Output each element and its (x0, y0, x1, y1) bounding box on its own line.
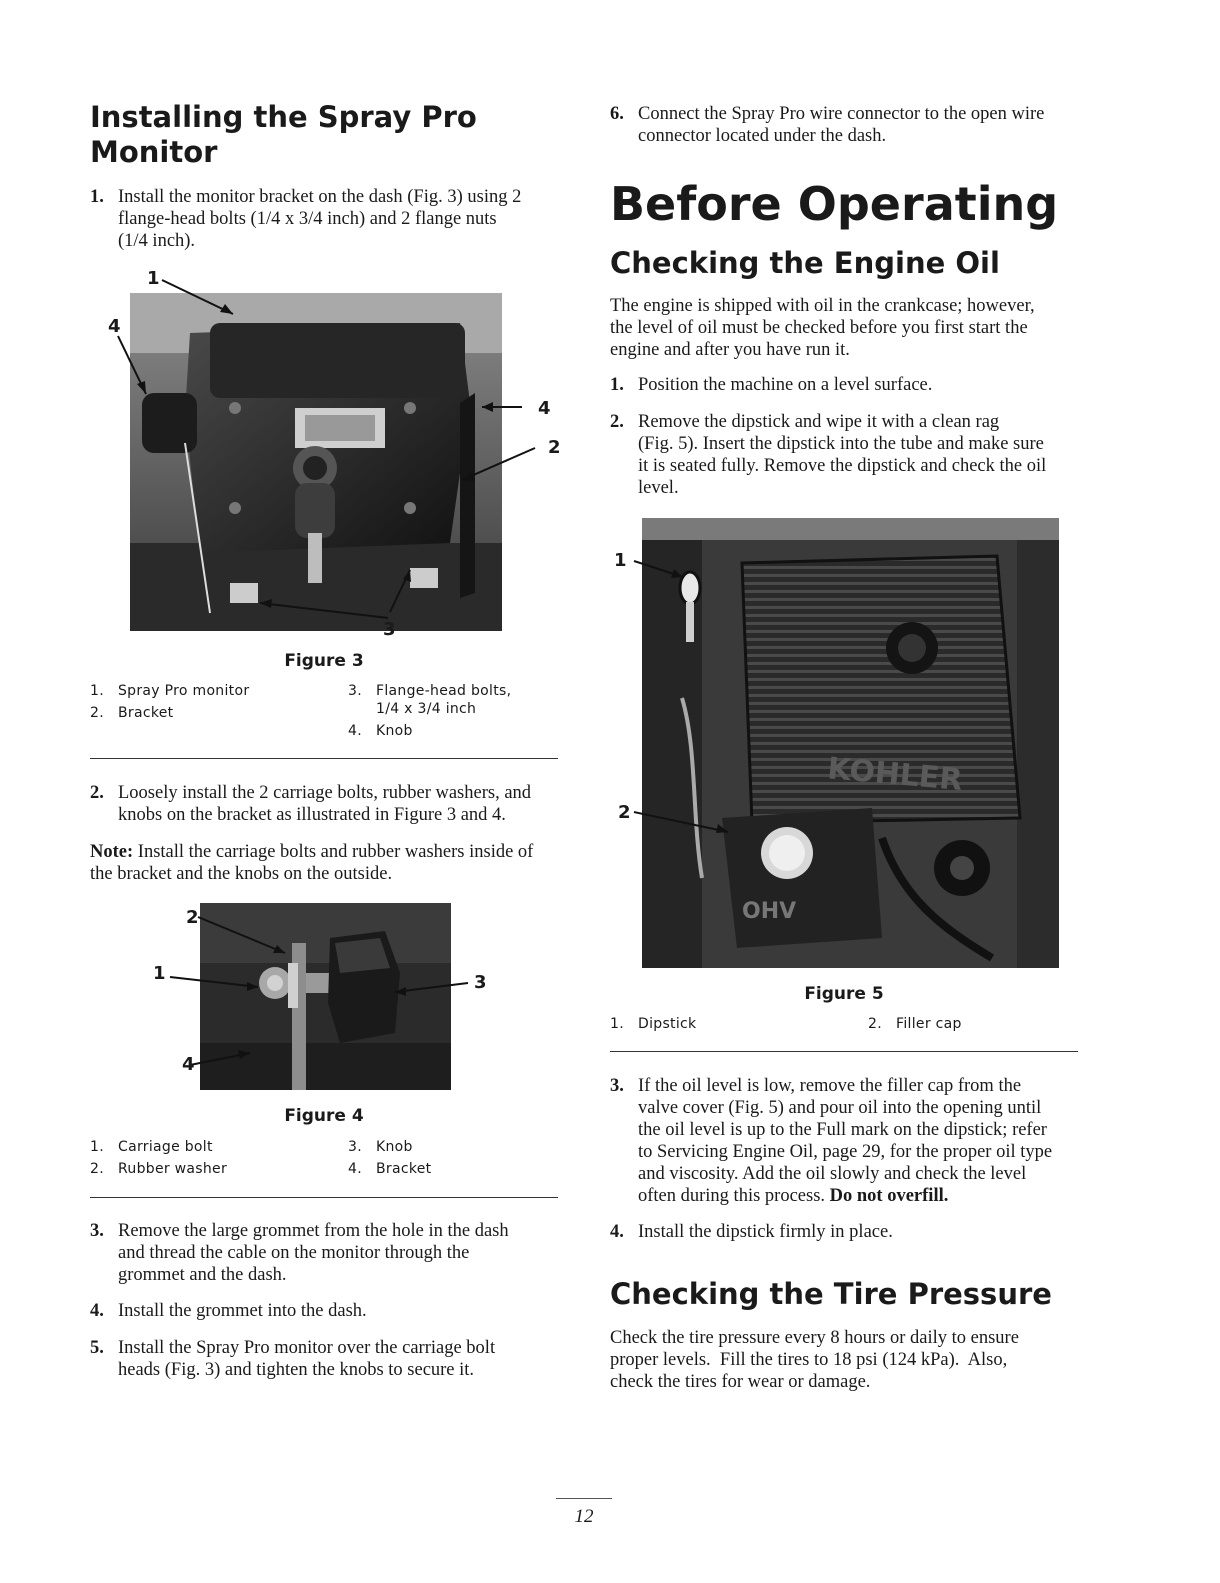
step-line: Install the dipstick firmly in place. (638, 1222, 893, 1242)
step-number: 3. (610, 1076, 624, 1096)
figure-3-callout-arrows (90, 270, 570, 640)
section-title-line2: Monitor (90, 135, 218, 169)
figure-3-caption: Figure 3 (284, 651, 364, 671)
figure-5-legend: 1. Dipstick 2. Filler cap (610, 1016, 962, 1032)
step-line: Loosely install the 2 carriage bolts, rubber washers, and (118, 783, 532, 803)
figure-5-callout-2: 2 (618, 802, 631, 823)
major-section-title: Before Operating (610, 177, 1059, 231)
figure-5-callout-1: 1 (614, 550, 627, 571)
step-number: 4. (610, 1222, 624, 1242)
step-line: grommet and the dash. (118, 1265, 287, 1285)
divider (90, 758, 558, 759)
step-line: heads (Fig. 3) and tighten the knobs to secure it. (118, 1360, 475, 1380)
step-line: flange-head bolts (1/4 x 3/4 inch) and 2 flange nuts (118, 209, 497, 229)
figure-4-callout-2: 2 (186, 907, 199, 928)
note-text: the bracket and the knobs on the outside. (90, 864, 393, 884)
engine-brand-label: KOHLER (826, 751, 964, 798)
figure-5-caption: Figure 5 (804, 984, 884, 1004)
step-line: level. (638, 478, 679, 498)
step-line: connector located under the dash. (638, 126, 887, 146)
divider (610, 1051, 1078, 1052)
engine-oil-heading: Checking the Engine Oil (610, 246, 1000, 280)
figure-3-callout-3: 3 (383, 619, 396, 640)
step-number: 3. (90, 1221, 104, 1241)
step-number: 4. (90, 1301, 104, 1321)
step-line: Remove the large grommet from the hole in the dash (118, 1221, 509, 1241)
section-title-line1: Installing the Spray Pro (90, 100, 477, 134)
section-title (90, 100, 477, 170)
divider (90, 1197, 558, 1198)
figure-3-callout-4b: 4 (538, 398, 551, 419)
step-line: Connect the Spray Pro wire connector to the open wire (638, 104, 1045, 124)
note-label: Note: (90, 842, 134, 862)
step-line: the oil level is up to the Full mark on the dipstick; refer (638, 1120, 1047, 1140)
paragraph-line: the level of oil must be checked before you first start the (610, 318, 1028, 338)
step-line-text: often during this process. (638, 1186, 830, 1206)
valve-cover-label: OHV (742, 899, 797, 924)
tire-pressure-heading: Checking the Tire Pressure (610, 1277, 1052, 1311)
footer-rule (556, 1498, 612, 1499)
figure-5-callout-arrows (610, 548, 750, 838)
figure-3-legend: 1. Spray Pro monitor 2. Bracket 3. Flange-head bolts, 1/4 x 3/4 inch 4. Knob (90, 683, 512, 739)
warning-text: Do not overfill. (829, 1186, 949, 1206)
step-line: valve cover (Fig. 5) and pour oil into the opening until (638, 1098, 1042, 1118)
tire-pressure-text (610, 1327, 1110, 1393)
step-line (638, 1185, 1052, 1207)
figure-4-legend: 1. Carriage bolt 2. Rubber washer 3. Knob 4. Bracket (90, 1139, 432, 1177)
figure-3-callout-2: 2 (548, 437, 561, 458)
step-number: 1. (610, 375, 624, 395)
step-number: 1. (90, 187, 104, 207)
step-line: it is seated fully. Remove the dipstick and check the oil (638, 456, 1047, 476)
figure-3-callout-4: 4 (108, 316, 121, 337)
paragraph-line: Check the tire pressure every 8 hours or daily to ensure (610, 1328, 1019, 1348)
figure-4-callout-arrows (150, 905, 490, 1075)
paragraph-line: check the tires for wear or damage. (610, 1372, 871, 1392)
paragraph-line: The engine is shipped with oil in the crankcase; however, (610, 296, 1035, 316)
figure-4-caption: Figure 4 (284, 1106, 364, 1126)
step-line: and thread the cable on the monitor through the (118, 1243, 470, 1263)
page-number: 12 (574, 1506, 594, 1527)
legend-item-continued: 1/4 x 3/4 inch (376, 701, 477, 717)
step-number: 2. (610, 412, 624, 432)
step-line: Install the monitor bracket on the dash (Fig. 3) using 2 (118, 187, 522, 207)
step-line: knobs on the bracket as illustrated in Figure 3 and 4. (118, 805, 506, 825)
figure-4-callout-3: 3 (474, 972, 487, 993)
step-line: and viscosity. Add the oil slowly and check the level (638, 1164, 1027, 1184)
note-text: Install the carriage bolts and rubber washers inside of (133, 842, 534, 862)
figure-4-callout-1: 1 (153, 963, 166, 984)
paragraph-line: engine and after you have run it. (610, 340, 850, 360)
step-number: 6. (610, 104, 624, 124)
figure-3-callout-1: 1 (147, 268, 160, 289)
step-line: Position the machine on a level surface. (638, 375, 933, 395)
step-line: Remove the dipstick and wipe it with a clean rag (638, 412, 1000, 432)
note (90, 841, 570, 885)
step-number: 5. (90, 1338, 104, 1358)
step-line: (1/4 inch). (118, 231, 196, 251)
step-number: 2. (90, 783, 104, 803)
step-line: If the oil level is low, remove the filler cap from the (638, 1076, 1022, 1096)
step-line: to Servicing Engine Oil, page 29, for the proper oil type (638, 1142, 1053, 1162)
step-line: (Fig. 5). Insert the dipstick into the tube and make sure (638, 434, 1044, 454)
step-line: Install the Spray Pro monitor over the carriage bolt (118, 1338, 496, 1358)
engine-oil-intro (610, 295, 1110, 361)
paragraph-line: proper levels. Fill the tires to 18 psi (124 kPa). Also, (610, 1350, 1008, 1370)
step-line: Install the grommet into the dash. (118, 1301, 367, 1321)
figure-4-callout-4: 4 (182, 1054, 195, 1075)
